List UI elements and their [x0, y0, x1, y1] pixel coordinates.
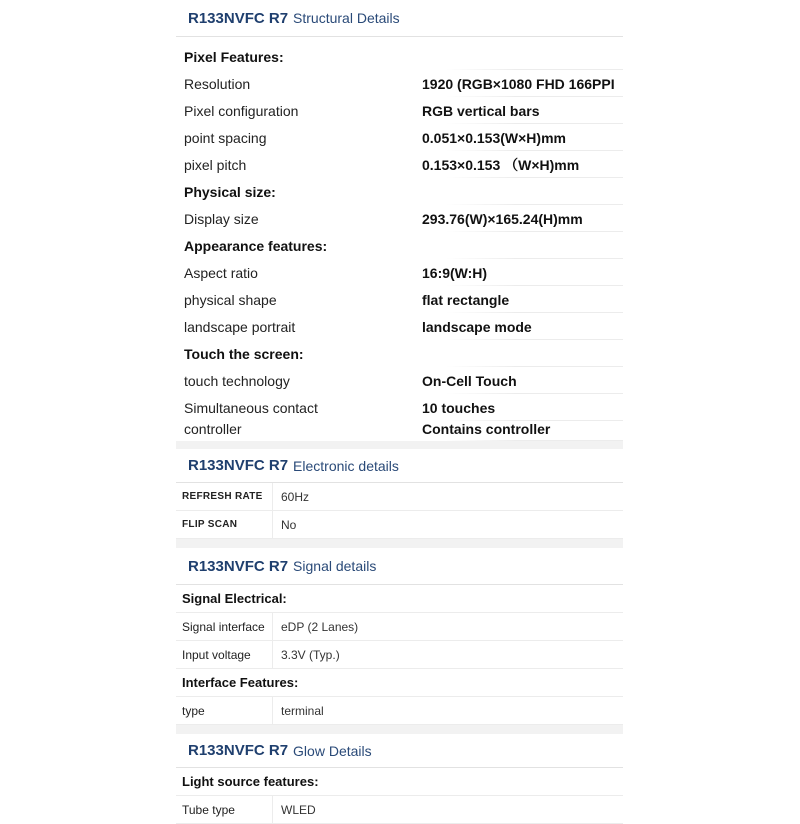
spec-label: Aspect ratio: [184, 264, 258, 281]
section-subtitle: Signal details: [293, 558, 377, 574]
spec-label: landscape portrait: [184, 318, 296, 335]
spec-value: No: [281, 517, 297, 532]
spec-value: On-Cell Touch: [422, 372, 517, 389]
table-row: [176, 697, 623, 725]
spec-row: [176, 151, 623, 178]
spec-label: point spacing: [184, 129, 267, 146]
group-heading: [176, 178, 623, 205]
spec-value: 1920 (RGB×1080 FHD 166PPI: [422, 75, 615, 92]
group-heading: Light source features:: [176, 768, 623, 796]
model-name: R133NVFC R7: [188, 9, 289, 27]
glow-table: [176, 768, 623, 824]
spec-label: FLIP SCAN: [176, 511, 273, 538]
spec-row: [176, 313, 623, 340]
table-row: [176, 613, 623, 641]
spec-value: landscape mode: [422, 318, 532, 335]
spec-row: [176, 286, 623, 313]
table-row: [176, 511, 623, 539]
table-row: [176, 796, 623, 824]
spec-row: [176, 205, 623, 232]
spec-value: flat rectangle: [422, 291, 510, 308]
section-subtitle: Glow Details: [293, 742, 372, 759]
spec-value: RGB vertical bars: [422, 102, 540, 119]
spec-label: REFRESH RATE: [176, 483, 273, 510]
spec-row: [176, 367, 623, 394]
spec-label: pixel pitch: [184, 156, 247, 173]
spec-value: Contains controller: [422, 421, 551, 437]
spec-label: Pixel configuration: [184, 102, 299, 119]
model-name: R133NVFC R7: [188, 557, 289, 575]
model-name: R133NVFC R7: [188, 742, 289, 759]
spec-label: Simultaneous contact: [184, 399, 318, 416]
structural-details: [176, 37, 623, 441]
spec-label: physical shape: [184, 291, 277, 308]
spec-row: [176, 97, 623, 124]
table-row: [176, 483, 623, 511]
spec-value: 10 touches: [422, 399, 496, 416]
group-heading: [176, 43, 623, 70]
spec-sheet: [176, 0, 623, 824]
spec-value: eDP (2 Lanes): [281, 619, 359, 634]
spec-value: 16:9(W:H): [422, 264, 488, 281]
spec-row: [176, 70, 623, 97]
signal-table: [176, 585, 623, 725]
section-divider: [176, 539, 623, 548]
section-subtitle: Structural Details: [293, 10, 400, 26]
spec-value: 0.051×0.153(W×H)mm: [422, 129, 566, 146]
group-label: Appearance features:: [184, 237, 328, 254]
spec-value: WLED: [281, 802, 316, 817]
spec-row: [176, 394, 623, 421]
spec-label: touch technology: [184, 372, 290, 389]
section-divider: [176, 441, 623, 449]
spec-value: 3.3V (Typ.): [281, 647, 340, 662]
structural-section-title: [176, 0, 623, 37]
group-label: Physical size:: [184, 183, 276, 200]
group-heading: [176, 340, 623, 367]
spec-value: terminal: [281, 703, 324, 718]
spec-label: Display size: [184, 210, 259, 227]
spec-value: 0.153×0.153 （W×H)mm: [422, 156, 580, 173]
spec-value: 293.76(W)×165.24(H)mm: [422, 210, 583, 227]
spec-row: [176, 259, 623, 286]
spec-label: Signal interface: [176, 613, 273, 640]
group-heading: [176, 232, 623, 259]
signal-section-title: [176, 548, 623, 585]
spec-row: [176, 421, 623, 441]
spec-label: type: [176, 697, 273, 724]
model-name: R133NVFC R7: [188, 457, 289, 474]
section-divider: [176, 725, 623, 734]
group-label: Pixel Features:: [184, 48, 284, 65]
spec-value: 60Hz: [281, 489, 310, 504]
glow-section-title: [176, 734, 623, 768]
group-heading: Interface Features:: [176, 669, 623, 697]
group-label: Touch the screen:: [184, 345, 304, 362]
table-row: [176, 641, 623, 669]
section-subtitle: Electronic details: [293, 457, 399, 474]
electronic-section-title: [176, 449, 623, 483]
spec-label: controller: [184, 421, 242, 437]
spec-label: Tube type: [176, 796, 273, 823]
electronic-table: [176, 483, 623, 539]
spec-row: [176, 124, 623, 151]
spec-label: Resolution: [184, 75, 251, 92]
group-heading: Signal Electrical:: [176, 585, 623, 613]
spec-label: Input voltage: [176, 641, 273, 668]
